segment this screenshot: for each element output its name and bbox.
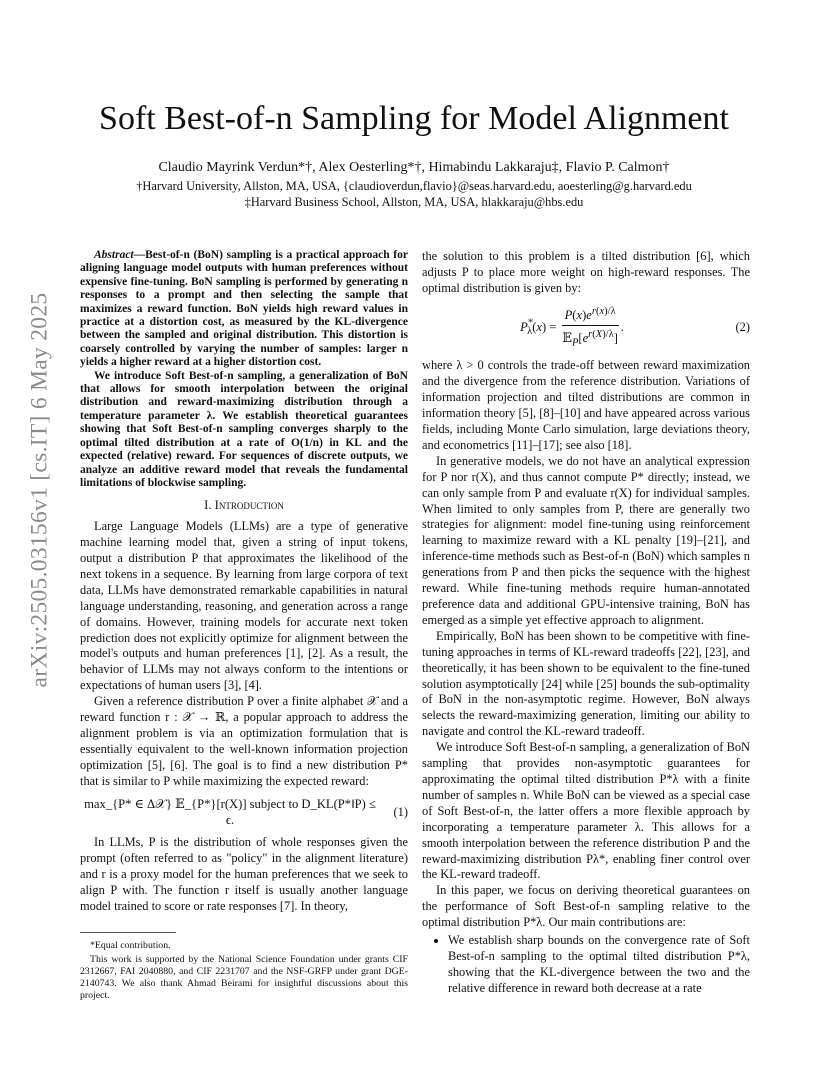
arxiv-id: arXiv:2505.03156v1 [cs.IT] 6 May 2025 (26, 292, 53, 688)
left-column (80, 249, 408, 929)
intro-paragraph-9: In this paper, we focus on deriving theoretical guarantees on the performance of Soft Best-of-n sampling relative to the optimal distribution P*λ. Our main contributions are: (422, 883, 750, 930)
author-list: Claudio Mayrink Verdun*†, Alex Oesterling*†, Himabindu Lakkaraju‡, Flavio P. Calmon† (158, 160, 670, 175)
footnote-equal-contribution: *Equal contribution. (90, 940, 171, 951)
contribution-item: • We establish sharp bounds on the convergence rate of Soft Best-of-n sampling to the optimal tilted distribution P*λ, showing that the KL-divergence between the two and the relative difference in reward both decrease at a rate (448, 933, 750, 997)
intro-paragraph-2: Given a reference distribution P over a finite alphabet 𝒳 and a reward function r : 𝒳 → ℝ, a popular approach to address the alignment problem is via an optimization formulation that is essentially equivalent to the well-known information projection optimization [5], [6]. The goal is to find a new distribution P* that is similar to P while maximizing the expected reward: (80, 694, 408, 788)
abstract-paragraph-2: We introduce Soft Best-of-n sampling, a generalization of BoN that allows for smooth interpolation between the original distribution and reward-maximizing distribution through a temperature parameter λ. We establish theoretical guarantees showing that Soft Best-of-n sampling converges sharply to the optimal tilted distribution at a rate of O(1/n) in KL and the expected (relative) reward. For sequences of discrete outputs, we analyze an additive reward model that reveals the fundamental limitations of blockwise sampling. (80, 369, 408, 489)
paper-title: Soft Best-of-n Sampling for Model Alignment (99, 100, 729, 137)
affiliation-harvard-university: †Harvard University, Allston, MA, USA, {claudioverdun,flavio}@seas.harvard.edu, aoesterling@g.harvard.edu (136, 179, 692, 193)
right-column (422, 249, 750, 1069)
footnote-rule (80, 932, 176, 933)
abstract-text-1: —Best-of-n (BoN) sampling is a practical approach for aligning language model outputs with human preferences without expensive fine-tuning. BoN sampling is performed by generating n responses to a prompt and then selecting the sample that maximizes a reward function. BoN yields high reward values in practice at a distortion cost, as measured by the KL-divergence between the sampled and original distribution. This distortion is coarsely controlled by varying the number of samples: larger n yields a higher reward at a higher distortion cost. (80, 249, 408, 369)
abstract-paragraph-1 (80, 249, 408, 370)
section-heading-introduction: I. Introduction (204, 498, 284, 513)
equation-2-number: (2) (735, 319, 750, 334)
abstract-lead: Abstract (94, 249, 134, 261)
contributions-list (422, 933, 750, 997)
intro-paragraph-7: Empirically, BoN has been shown to be competitive with fine-tuning approaches in terms of KL-reward tradeoffs [22], [23], and theoretically, it has been shown to be equivalent to the fine-tuned solution asymptotically [24] while [25] bounds the sub-optimality of BoN in the non-asymptotic regime. However, BoN always selects the reward-maximizing generation, limiting our ability to navigate and control the KL-reward tradeoff. (422, 628, 750, 739)
intro-paragraph-6: In generative models, we do not have an analytical expression for P nor r(X), and thus cannot compute P* directly; instead, we can only sample from P and evaluate r(X) for individual samples. When limited to only samples from P, there are generally two strategies for alignment: model fine-tuning using reinforcement learning to maximize reward with a KL penalty [19]–[21], and inference-time methods such as Best-of-n (BoN) which samples n generations from P and then picks the sequence with the highest reward. While fine-tuning methods require human-annotated preference data and additional GPU-intensive training, BoN has emerged as a simple yet effective approach to alignment. (422, 453, 750, 627)
equation-1-body: max_{P* ∈ Δ𝒳} 𝔼_{P*}[r(X)] subject to D_KL(P*‖P) ≤ ϵ. (84, 796, 376, 827)
equation-1 (80, 797, 408, 829)
abstract (80, 249, 408, 490)
equation-1-number: (1) (393, 804, 408, 819)
affiliation-harvard-business-school: ‡Harvard Business School, Allston, MA, USA, hlakkaraju@hbs.edu (244, 195, 584, 209)
intro-paragraph-1: Large Language Models (LLMs) are a type of generative machine learning model that, given a string of input tokens, output a distribution P that approximates the likelihood of the next tokens in a sequence. By learning from large corpora of text data, LLMs have demonstrated remarkable capabilities in natural language understanding, reasoning, and generation across a range of domains. However, training models for accurate next token prediction does not explicitly optimize for alignment between the model's outputs and human preferences [1], [2]. As a result, the behavior of LLMs may not always conform to the intentions or expectations of human users [3], [4]. (80, 519, 408, 693)
intro-paragraph-5: where λ > 0 controls the trade-off between reward maximization and the divergence from the reference distribution. Variations of information projection and tilted distributions are common in information theory [5], [8]–[10] and have appeared across various fields, including Monte Carlo simulation, large deviations theory, and econometrics [11]–[17]; see also [18]. (422, 358, 750, 452)
intro-paragraph-8: We introduce Soft Best-of-n sampling, a generalization of BoN sampling that provides non-asymptotic guarantees for approximating the optimal tilted distribution P*λ with a finite number of samples n. While BoN can be viewed as a special case of Soft Best-of-n, the latter offers a more flexible approach by incorporating a temperature parameter λ. This allows for a smooth interpolation between the reference distribution P and the reward-maximizing distribution Pλ*, enabling finer control over the KL-reward tradeoff. (422, 740, 750, 882)
equation-2-fraction: $\frac{P(x)e^{r(x)/\lambda}}{𝔼_P[e^{r(X)/\lambda}]}$ (562, 305, 618, 349)
equation-2-body: $P^*_\lambda(x)$ = $\frac{P(x)e^{r(x)/\lambda}}{𝔼_P[e^{r(X)/\lambda}]}$ . (422, 304, 722, 352)
intro-paragraph-3: In LLMs, P is the distribution of whole responses given the prompt (often referred to as "policy" in the alignment literature) and r is a proxy model for the human preferences that we seek to align P with. The function r itself is usually another language model trained to score or rate responses [7]. In theory, (80, 835, 408, 914)
footnotes (80, 932, 408, 1004)
intro-paragraph-4: the solution to this problem is a tilted distribution [6], which adjusts P to place more weight on high-reward responses. The optimal distribution is given by: (422, 249, 750, 295)
footnote-funding: This work is supported by the National Science Foundation under grants CIF 2312667, FAI 2040880, and CIF 2231707 and the NSF-GRFP under grant DGE-2140743. We also thank Ahmad Beirami for insightful discussions about this project. (80, 953, 408, 1001)
equation-2 (422, 304, 750, 352)
arxiv-identifier-margin (0, 290, 60, 690)
